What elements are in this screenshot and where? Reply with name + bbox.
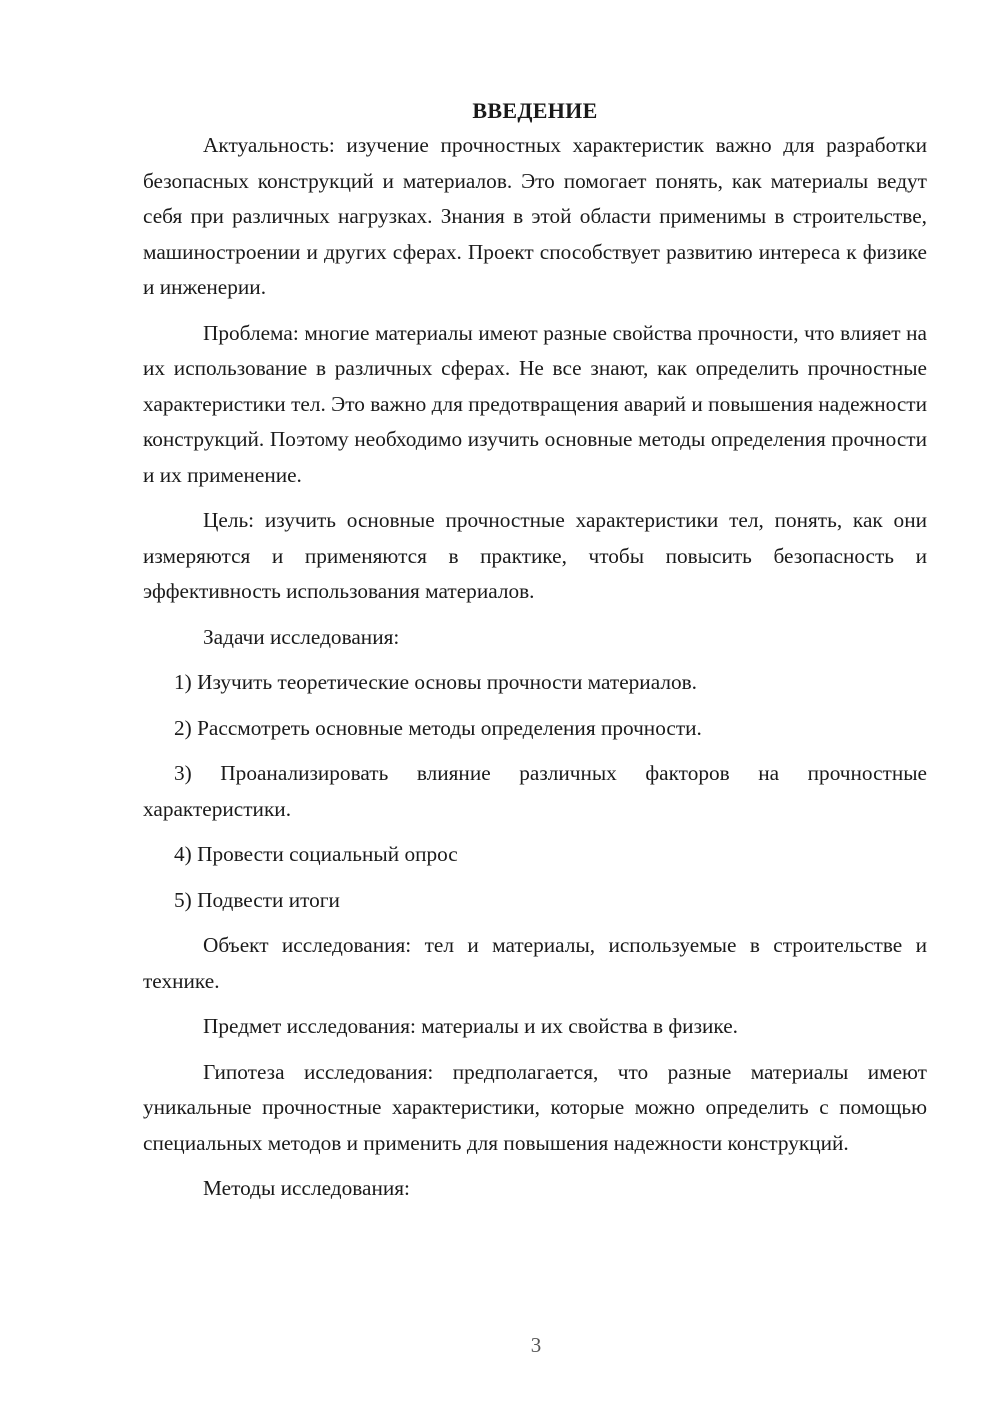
object-paragraph: Объект исследования: тел и материалы, используемые в строительстве и технике. — [143, 933, 927, 993]
hypothesis-paragraph: Гипотеза исследования: предполагается, что разные материалы имеют уникальные прочностные характеристики, которые можно определить с помощью специальных методов и применить для повышения надежности конструкций. — [143, 1059, 927, 1155]
methods-heading: Методы исследования: — [203, 1176, 410, 1200]
task-item-1: 1) Изучить теоретические основы прочности материалов. — [174, 670, 698, 694]
page-number: 3 — [530, 1333, 542, 1357]
task-item-5: 5) Подвести итоги — [174, 887, 340, 912]
task-item-4: 4) Провести социальный опрос — [174, 842, 458, 866]
subject-paragraph: Предмет исследования: материалы и их свойства в физике. — [203, 1014, 738, 1038]
relevance-paragraph: Актуальность: изучение прочностных характеристик важно для разработки безопасных конструкций и материалов. Это помогает понять, как материалы ведут себя при различных нагрузках. Знания в этой области применимы в строительстве, машиностроении и других сферах. Проект способствует развитию интереса к физике и инженерии. — [143, 133, 927, 299]
task-item-3: 3) Проанализировать влияние различных факторов на прочностные характеристики. — [143, 761, 927, 821]
document-page — [143, 96, 927, 1217]
goal-paragraph: Цель: изучить основные прочностные характеристики тел, понять, как они измеряются и применяются в практике, чтобы повысить безопасность и эффективность использования материалов. — [143, 508, 927, 603]
task-item-2: 2) Рассмотреть основные методы определения прочности. — [174, 715, 702, 740]
problem-paragraph: Проблема: многие материалы имеют разные свойства прочности, что влияет на их использование в различных сферах. Не все знают, как определить прочностные характеристики тел. Это важно для предотвращения аварий и повышения надежности конструкций. Поэтому необходимо изучить основные методы определения прочности и их применение. — [143, 320, 927, 487]
tasks-heading: Задачи исследования: — [203, 624, 400, 649]
page-title: ВВЕДЕНИЕ — [472, 98, 598, 123]
